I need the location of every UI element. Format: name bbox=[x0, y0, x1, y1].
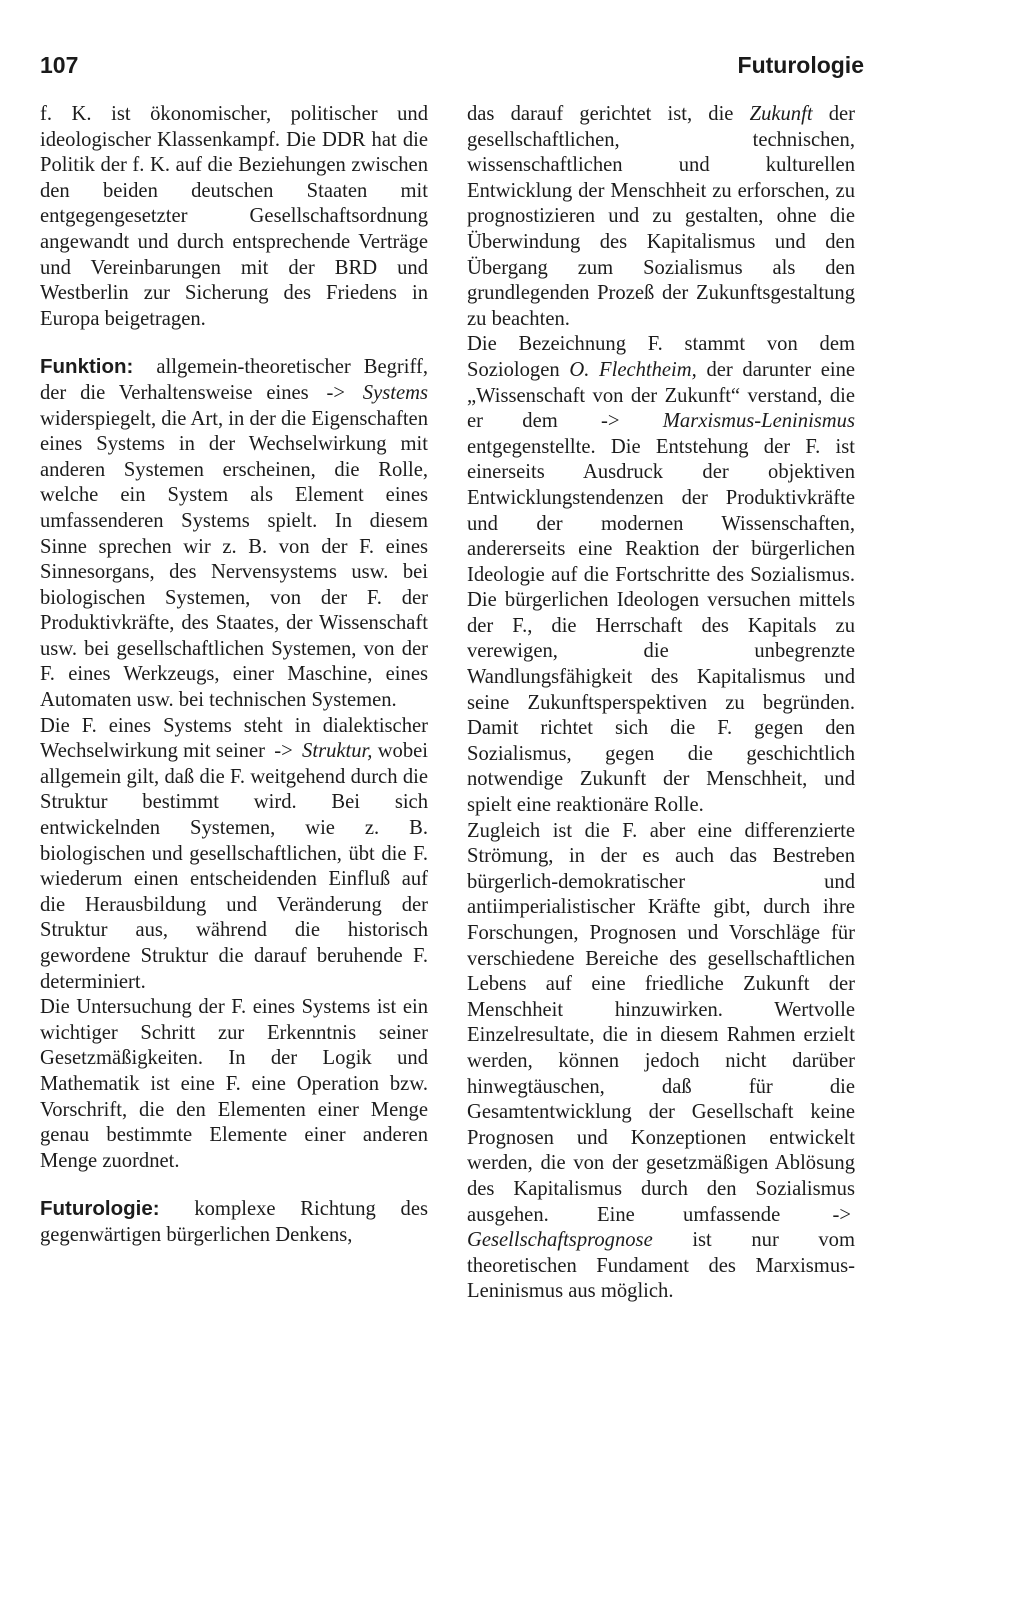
person-flechtheim: O. Flechtheim, bbox=[569, 358, 697, 381]
cross-ref-struktur: Struktur, bbox=[302, 740, 373, 763]
futurologie-paragraph-1 bbox=[467, 102, 855, 332]
cross-ref-marxismus-leninismus: Marxismus-Leninismus bbox=[662, 410, 855, 433]
entry-futurologie bbox=[40, 1196, 428, 1248]
futurologie-paragraph-2 bbox=[467, 332, 855, 818]
p3-text-2: ist nur vom theoretischen Fundament des Marxismus-Leninismus aus möglich. bbox=[467, 1229, 855, 1303]
headword-funktion: Funktion: bbox=[40, 355, 134, 379]
funktion-p2-text-1: Die F. eines Systems steht in dialektischer Wechselwirkung mit seiner bbox=[40, 714, 428, 763]
page-number: 107 bbox=[40, 52, 79, 78]
headword-futurologie: Futurologie: bbox=[40, 1197, 160, 1221]
funktion-text-1: allgemein-theoretischer Begriff, der die Verhaltensweise eines bbox=[40, 356, 428, 404]
futurologie-text-1: komplexe Richtung des gegenwärtigen bürgerlichen Denkens, bbox=[40, 1198, 429, 1246]
cross-ref-gesellschaftsprognose: Gesellschaftsprognose bbox=[467, 1229, 653, 1252]
cross-ref-arrow-icon: -> bbox=[832, 1203, 851, 1226]
funktion-paragraph-3: Die Untersuchung der F. eines Systems ist ein wichtiger Schritt zur Erkenntnis seiner Gesetzmäßigkeiten. In der Logik und Mathematik ist eine F. eine Operation bzw. Vorschrift, die den Elementen einer Menge genau bestimmte Elemente einer anderen Menge zuordnet. bbox=[40, 996, 428, 1172]
right-column bbox=[467, 102, 855, 1305]
running-head: Futurologie bbox=[737, 52, 864, 78]
funktion-p2-text-2: wobei allgemein gilt, daß die F. weitgehend durch die Struktur bestimmt wird. Bei sich entwickelnden Systemen, wie z. B. biologischen und gesellschaftlichen, übt die F. wiederum einen entscheidenden Einfluß auf die Herausbildung und Veränderung der Struktur aus, während die historisch gewordene Struktur die darauf beruhende F. determiniert. bbox=[40, 740, 429, 993]
funktion-paragraph-2 bbox=[40, 714, 428, 996]
p2-text-3: entgegenstellte. Die Entstehung der F. ist einerseits Ausdruck der objektiven Entwicklungstendenzen der Produktivkräfte und der modernen Wissenschaften, andererseits eine Reaktion der bürgerlichen Ideologie auf die Fortschritte des Sozialismus. Die bürgerlichen Ideologen versuchen mittels der F., die Herrschaft des Kapitals zu verewigen, die unbegrenzte Wandlungsfähigkeit des Kapitalismus und seine Zukunftsperspektiven zu begründen. Damit richtet sich die F. gegen den Sozialismus, gegen die geschichtlich notwendige Zukunft der Menschheit, und spielt eine reaktionäre Rolle. bbox=[467, 435, 855, 817]
p1-text-1: das darauf gerichtet ist, die bbox=[467, 103, 734, 125]
futurologie-paragraph-3 bbox=[467, 819, 855, 1305]
p1-text-2: der gesellschaftlichen, technischen, wissenschaftlichen und kulturellen Entwicklung der Menschheit zu erforschen, zu prognostizieren und zu gestalten, ohne die Überwindung des Kapitalismus und den Übergang zum Sozialismus als den grundlegenden Prozeß der Zukunftsgestaltung zu beachten. bbox=[467, 103, 855, 330]
cross-ref-arrow-icon: -> bbox=[274, 740, 293, 763]
entry-funktion bbox=[40, 354, 428, 713]
p2-text-2: der darunter eine „Wissenschaft von der Zukunft“ verstand, die er dem bbox=[467, 358, 856, 433]
funktion-text-2: widerspiegelt, die Art, in der die Eigenschaften eines Systems in der Wechselwirkung mit anderen Systemen erscheinen, die Rolle, welche ein System als Element eines umfassenderen Systems spielt. In diesem Sinne sprechen wir z. B. von der F. eines Sinnesorgans, des Nervensystems usw. bei biologischen Systemen, von der F. der Produktivkräfte, des Staates, der Wissenschaft usw. bei gesellschaftlichen Systemen, von der F. eines Werkzeugs, einer Maschine, eines Automaten usw. bei technischen Systemen. bbox=[40, 407, 428, 712]
term-zukunft: Zukunft bbox=[749, 103, 813, 125]
left-column bbox=[40, 102, 428, 1249]
cross-ref-arrow-icon: -> bbox=[326, 381, 345, 404]
p2-text-1: Die Bezeichnung F. stammt von dem Soziologen bbox=[467, 333, 855, 381]
cross-ref-systems: Systems bbox=[362, 381, 428, 404]
continuation-paragraph: f. K. ist ökonomischer, politischer und ideologischer Klassenkampf. Die DDR hat die Politik der f. K. auf die Beziehungen zwischen den beiden deutschen Staaten mit entgegengesetzter Gesellschaftsordnung angewandt und durch entsprechende Verträge und Vereinbarungen mit der BRD und Westberlin zur Sicherung des Friedens in Europa beigetragen. bbox=[40, 103, 428, 330]
cross-ref-arrow-icon: -> bbox=[601, 410, 620, 433]
p3-text-1: Zugleich ist die F. aber eine differenzierte Strömung, in der es auch das Bestreben bürgerlich-demokratischer und antiimperialistischer Kräfte gibt, durch ihre Forschungen, Prognosen und Vorschläge für verschiedene Bereiche des gesellschaftlichen Lebens auf eine friedliche Zukunft der Menschheit hinzuwirken. Wertvolle Einzelresultate, die in diesem Rahmen erzielt werden, können jedoch nicht darüber hinwegtäuschen, daß für die Gesamtentwicklung der Gesellschaft keine Prognosen und Konzeptionen entwickelt werden, die von der gesetzmäßigen Ablösung des Kapitalismus durch den Sozialismus ausgehen. Eine umfassende bbox=[467, 819, 855, 1226]
